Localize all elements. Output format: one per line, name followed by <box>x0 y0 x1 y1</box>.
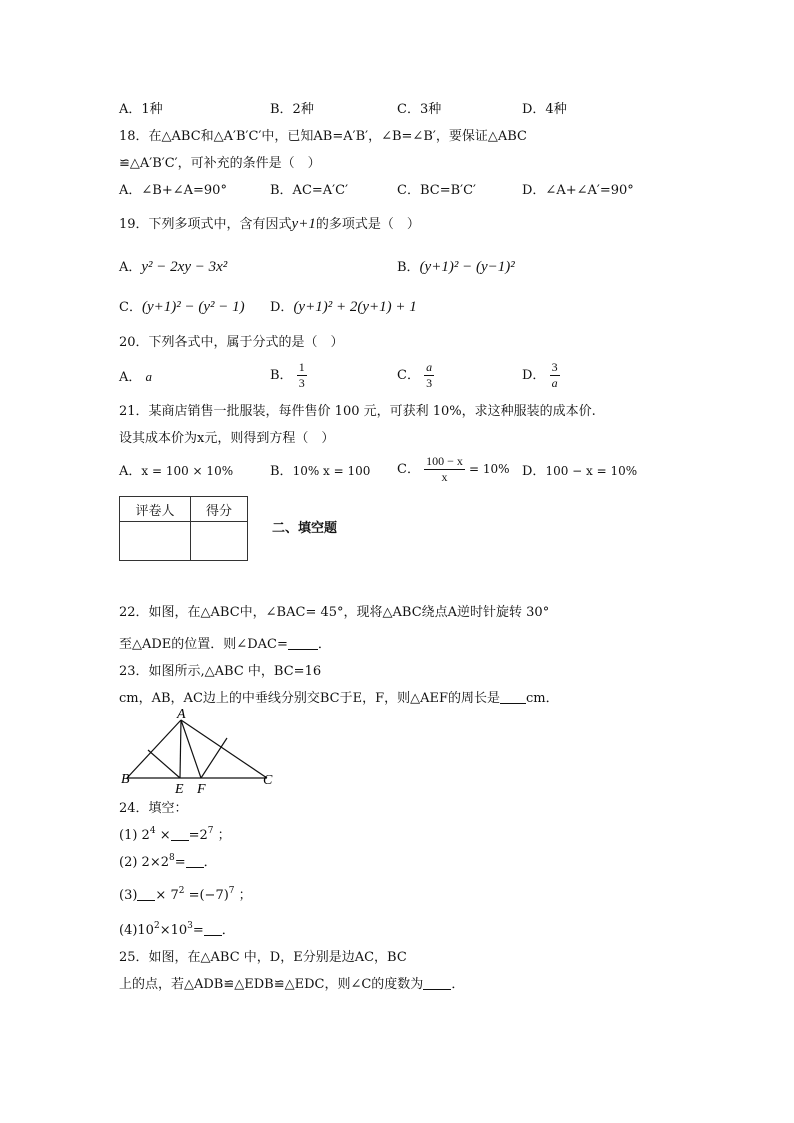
q23-triangle-figure <box>115 708 285 796</box>
reviewer-header: 评卷人 <box>120 497 191 522</box>
q21-c-label: C． <box>397 462 420 477</box>
q21-stem-line2: 设其成本价为x元，则得到方程（ ） <box>119 431 335 446</box>
q21-a-expr: x = 100 × 10% <box>141 464 234 478</box>
q21-c-num: 100 − x <box>426 454 463 468</box>
score-header: 得分 <box>191 497 248 522</box>
q22-prefix: 至△ADE的位置．则∠DAC= <box>119 637 288 652</box>
q21-c-den: x <box>441 470 448 484</box>
q20-b-den: 3 <box>298 376 305 390</box>
q18-option-c: C．BC=B′C′ <box>397 183 476 198</box>
q23-answer-blank[interactable] <box>500 690 526 704</box>
q22-answer-blank[interactable] <box>288 636 318 650</box>
q19-factor: y+1 <box>291 216 316 232</box>
q24-part1 <box>119 827 231 845</box>
q20-stem: 20．下列各式中，属于分式的是（ ） <box>119 335 344 350</box>
q19-d-label: D． <box>270 300 294 315</box>
q21-b-label: B． <box>270 464 293 479</box>
q24-p2-blank[interactable] <box>186 854 204 868</box>
q19-option-a <box>119 258 227 277</box>
q25-prefix: 上的点，若△ADB≌△EDB≌△EDC，则∠C的度数为 <box>119 977 424 992</box>
q17-option-c: C．3种 <box>397 102 442 117</box>
q19-option-b <box>397 258 515 277</box>
q20-d-label: D． <box>522 368 546 383</box>
q20-b-fraction <box>297 361 307 390</box>
q22-stem-line1: 22．如图，在△ABC中，∠BAC= 45°，现将△ABC绕点A逆时针旋转 30° <box>119 605 550 620</box>
q24-p4-mid: ×10 <box>159 923 188 938</box>
q24-p3-eq: =(−7) <box>184 888 229 903</box>
q24-p1-exp2: 7 <box>207 826 214 836</box>
q20-b-label: B． <box>270 368 293 383</box>
q24-p3-end: ； <box>234 888 252 903</box>
q21-stem-line1: 21．某商店销售一批服装，每件售价 100 元，可获利 10%，求这种服装的成本价. <box>119 404 596 419</box>
q24-p1-exp1: 4 <box>149 826 156 836</box>
q21-option-c <box>397 455 510 484</box>
segment-af <box>181 720 201 778</box>
q20-c-fraction <box>424 361 434 390</box>
score-table <box>119 496 248 561</box>
q18-stem-line1: 18．在△ABC和△A′B′C′中，已知AB=A′B′，∠B=∠B′，要保证△ABC <box>119 129 527 144</box>
q20-a-expr: a <box>145 369 153 384</box>
reviewer-cell[interactable] <box>120 522 191 561</box>
q18-stem-line2: ≌△A′B′C′，可补充的条件是（ ） <box>119 156 321 171</box>
q21-c-tail: = 10% <box>469 462 510 476</box>
q21-d-label: D． <box>522 464 546 479</box>
q23-prefix: cm，AB，AC边上的中垂线分别交BC于E，F，则△AEF的周长是 <box>119 691 501 706</box>
q21-d-expr: 100 − x = 10% <box>545 464 638 478</box>
q24-p2-exp: 8 <box>168 853 175 863</box>
q24-p1-blank[interactable] <box>171 827 189 841</box>
q25-answer-blank[interactable] <box>423 976 451 990</box>
q23-stem-line2 <box>119 690 559 708</box>
q21-option-b <box>270 462 370 481</box>
q23-stem-line1: 23．如图所示,△ABC 中，BC=16 <box>119 664 322 679</box>
q25-suffix: ． <box>451 977 465 992</box>
q20-option-c <box>397 361 434 390</box>
q19-a-expr: y² − 2xy − 3x² <box>141 259 228 275</box>
q24-p1-prefix: (1) 2 <box>119 828 150 843</box>
q24-p3-prefix: (3) <box>119 888 138 903</box>
q19-d-expr: (y+1)² + 2(y+1) + 1 <box>293 299 417 315</box>
q24-part4 <box>119 922 235 940</box>
q24-p3-mid: × 7 <box>155 888 179 903</box>
q25-stem-line2 <box>119 976 464 994</box>
label-e: E <box>175 782 184 796</box>
q24-p2-prefix: (2) 2×2 <box>119 855 169 870</box>
label-c: C <box>263 773 273 788</box>
segment-ae <box>180 720 181 778</box>
q17-option-d: D．4种 <box>522 102 567 117</box>
q21-a-label: A． <box>119 464 142 479</box>
q24-part3 <box>119 887 252 905</box>
q24-p4-end: ． <box>221 923 235 938</box>
section-title: 二、填空题 <box>272 521 338 536</box>
q24-p2-end: ． <box>203 855 217 870</box>
q20-b-num: 1 <box>298 360 305 374</box>
perp-bisector-ab <box>148 750 180 778</box>
segment-ac <box>181 720 267 778</box>
q19-c-expr: (y+1)² − (y² − 1) <box>141 299 245 315</box>
q18-option-a: A．∠B+∠A=90° <box>119 183 227 198</box>
q20-c-den: 3 <box>426 376 433 390</box>
q19-option-c <box>119 298 245 317</box>
q19-stem <box>119 215 420 234</box>
q24-p3-exp2: 7 <box>228 886 235 896</box>
q21-option-a <box>119 462 233 481</box>
q24-p1-end: ； <box>213 828 231 843</box>
q19-a-label: A． <box>119 260 142 275</box>
q24-p4-exp1: 2 <box>153 921 160 931</box>
q18-option-b: B．AC=A′C′ <box>270 183 349 198</box>
q20-option-d <box>522 361 560 390</box>
q24-p4-blank[interactable] <box>204 922 222 936</box>
q24-p4-prefix: (4)10 <box>119 923 154 938</box>
q22-suffix: ． <box>317 637 331 652</box>
q19-b-label: B． <box>397 260 420 275</box>
q19-stem-prefix: 19．下列多项式中，含有因式 <box>119 217 292 232</box>
q19-option-d <box>270 298 417 317</box>
q19-stem-suffix: 的多项式是（ ） <box>315 217 420 232</box>
q24-part2 <box>119 854 217 872</box>
q20-c-label: C． <box>397 368 420 383</box>
label-b: B <box>121 772 130 787</box>
label-f: F <box>197 782 206 796</box>
q21-option-d <box>522 462 637 481</box>
q23-suffix: cm． <box>526 691 559 706</box>
q25-stem-line1: 25．如图，在△ABC 中，D，E分别是边AC，BC <box>119 950 407 965</box>
q20-option-a <box>119 368 152 387</box>
q19-b-expr: (y+1)² − (y−1)² <box>419 259 515 275</box>
q24-title: 24．填空： <box>119 801 188 816</box>
q21-c-fraction <box>424 455 465 484</box>
q19-c-label: C． <box>119 300 142 315</box>
q24-p1-mid: × <box>155 828 171 843</box>
label-a: A <box>177 708 186 722</box>
q20-d-num: 3 <box>551 360 558 374</box>
q24-p4-eq: = <box>192 923 204 938</box>
q21-b-expr: 10% x = 100 <box>292 464 371 478</box>
q22-stem-line2 <box>119 636 331 654</box>
q20-a-label: A． <box>119 370 142 385</box>
q18-option-d: D．∠A+∠A′=90° <box>522 183 634 198</box>
q24-p3-exp1: 2 <box>178 886 185 896</box>
q24-p1-eq: =2 <box>188 828 208 843</box>
q24-p3-blank[interactable] <box>137 887 155 901</box>
segment-ab <box>127 720 181 778</box>
q20-d-den: a <box>551 376 558 390</box>
perp-bisector-ac <box>201 738 227 778</box>
q20-d-fraction <box>550 361 560 390</box>
score-cell[interactable] <box>191 522 248 561</box>
q24-p4-exp2: 3 <box>187 921 193 931</box>
q24-p2-eq: = <box>174 855 186 870</box>
q17-option-b: B．2种 <box>270 102 314 117</box>
q20-option-b <box>270 361 307 390</box>
q20-c-num: a <box>426 360 433 374</box>
q17-option-a: A．1种 <box>119 102 163 117</box>
